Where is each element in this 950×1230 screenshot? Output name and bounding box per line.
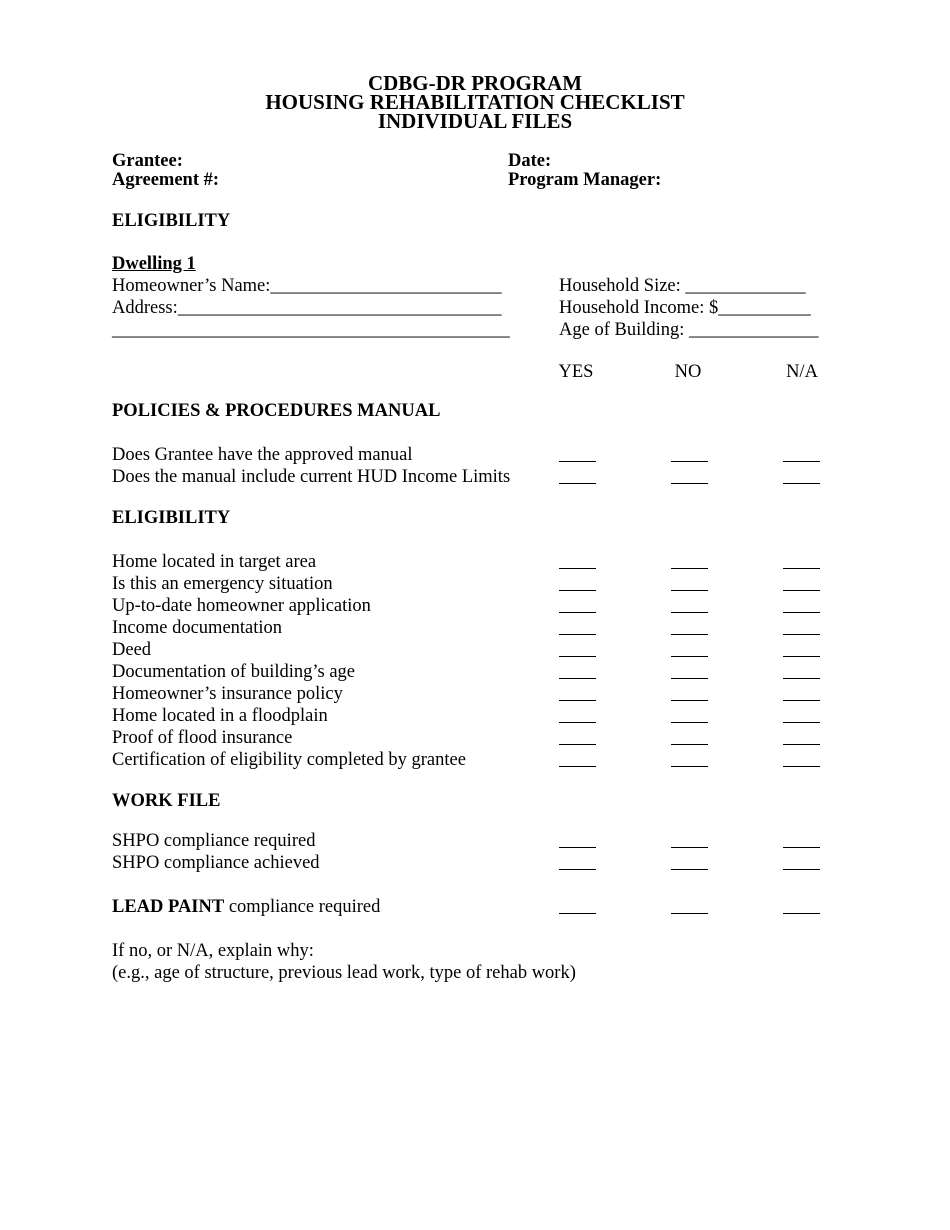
checklist-yes-blank[interactable] bbox=[559, 612, 596, 613]
checklist-yes-blank[interactable] bbox=[559, 656, 596, 657]
checklist-na-blank[interactable] bbox=[783, 722, 820, 723]
column-no: NO bbox=[674, 362, 702, 382]
homeowner-name-field[interactable]: Homeowner’s Name:_________________________ bbox=[112, 276, 502, 296]
eligibility-heading: ELIGIBILITY bbox=[112, 211, 231, 231]
checklist-yes-blank[interactable] bbox=[559, 634, 596, 635]
checklist-no-blank[interactable] bbox=[671, 568, 708, 569]
address-field[interactable]: Address:___________________________________ bbox=[112, 298, 502, 318]
checklist-no-blank[interactable] bbox=[671, 722, 708, 723]
dwelling-heading: Dwelling 1 bbox=[112, 254, 196, 274]
lead-paint-na-blank[interactable] bbox=[783, 913, 820, 914]
explain-line-1: If no, or N/A, explain why: bbox=[112, 941, 314, 961]
checklist-na-blank[interactable] bbox=[783, 744, 820, 745]
building-age-field[interactable]: Age of Building: ______________ bbox=[559, 320, 819, 340]
checklist-yes-blank[interactable] bbox=[559, 744, 596, 745]
checklist-na-blank[interactable] bbox=[783, 656, 820, 657]
checklist-no-blank[interactable] bbox=[671, 847, 708, 848]
checklist-item: Income documentation bbox=[112, 618, 283, 638]
title-line-2: HOUSING REHABILITATION CHECKLIST bbox=[265, 90, 685, 114]
program-manager-label: Program Manager: bbox=[508, 170, 662, 190]
checklist-item: Documentation of building’s age bbox=[112, 662, 356, 682]
lead-paint-item bbox=[112, 896, 380, 918]
checklist-item: Proof of flood insurance bbox=[112, 728, 293, 748]
checklist-yes-blank[interactable] bbox=[559, 722, 596, 723]
checklist-item: Deed bbox=[112, 640, 152, 660]
checklist-yes-blank[interactable] bbox=[559, 700, 596, 701]
checklist-na-blank[interactable] bbox=[783, 869, 820, 870]
checklist-no-blank[interactable] bbox=[671, 700, 708, 701]
lead-paint-bold: LEAD PAINT bbox=[112, 897, 225, 917]
checklist-item: Does the manual include current HUD Income Limits bbox=[112, 467, 511, 487]
lead-paint-yes-blank[interactable] bbox=[559, 913, 596, 914]
section-heading: POLICIES & PROCEDURES MANUAL bbox=[112, 401, 441, 421]
checklist-yes-blank[interactable] bbox=[559, 766, 596, 767]
checklist-item: SHPO compliance required bbox=[112, 831, 316, 851]
household-size-field[interactable]: Household Size: _____________ bbox=[559, 276, 806, 296]
title-line-1: CDBG-DR PROGRAM bbox=[367, 71, 583, 95]
column-yes: YES bbox=[558, 362, 594, 382]
checklist-item: Is this an emergency situation bbox=[112, 574, 333, 594]
checklist-item: Homeowner’s insurance policy bbox=[112, 684, 343, 704]
checklist-no-blank[interactable] bbox=[671, 612, 708, 613]
section-heading: WORK FILE bbox=[112, 791, 221, 811]
checklist-na-blank[interactable] bbox=[783, 766, 820, 767]
address-line-2-field[interactable]: ___________________________________________ bbox=[112, 320, 510, 340]
checklist-item: Home located in target area bbox=[112, 552, 317, 572]
checklist-no-blank[interactable] bbox=[671, 590, 708, 591]
checklist-na-blank[interactable] bbox=[783, 568, 820, 569]
checklist-no-blank[interactable] bbox=[671, 744, 708, 745]
lead-paint-rest: compliance required bbox=[224, 897, 381, 917]
checklist-item: SHPO compliance achieved bbox=[112, 853, 320, 873]
checklist-na-blank[interactable] bbox=[783, 590, 820, 591]
checklist-item: Up-to-date homeowner application bbox=[112, 596, 371, 616]
column-na: N/A bbox=[786, 362, 818, 382]
checklist-na-blank[interactable] bbox=[783, 612, 820, 613]
checklist-na-blank[interactable] bbox=[783, 483, 820, 484]
checklist-no-blank[interactable] bbox=[671, 634, 708, 635]
checklist-na-blank[interactable] bbox=[783, 678, 820, 679]
explain-line-2: (e.g., age of structure, previous lead work, type of rehab work) bbox=[112, 963, 576, 983]
section-heading: ELIGIBILITY bbox=[112, 508, 231, 528]
agreement-label: Agreement #: bbox=[112, 170, 220, 190]
title-line-3: INDIVIDUAL FILES bbox=[377, 109, 573, 133]
grantee-label: Grantee: bbox=[112, 151, 183, 171]
checklist-no-blank[interactable] bbox=[671, 678, 708, 679]
checklist-yes-blank[interactable] bbox=[559, 461, 596, 462]
checklist-yes-blank[interactable] bbox=[559, 678, 596, 679]
checklist-no-blank[interactable] bbox=[671, 483, 708, 484]
checklist-yes-blank[interactable] bbox=[559, 847, 596, 848]
checklist-na-blank[interactable] bbox=[783, 461, 820, 462]
checklist-no-blank[interactable] bbox=[671, 656, 708, 657]
checklist-item: Does Grantee have the approved manual bbox=[112, 445, 413, 465]
checklist-na-blank[interactable] bbox=[783, 634, 820, 635]
checklist-na-blank[interactable] bbox=[783, 700, 820, 701]
checklist-no-blank[interactable] bbox=[671, 869, 708, 870]
checklist-item: Home located in a floodplain bbox=[112, 706, 328, 726]
checklist-yes-blank[interactable] bbox=[559, 869, 596, 870]
lead-paint-no-blank[interactable] bbox=[671, 913, 708, 914]
checklist-yes-blank[interactable] bbox=[559, 483, 596, 484]
checklist-na-blank[interactable] bbox=[783, 847, 820, 848]
checklist-no-blank[interactable] bbox=[671, 461, 708, 462]
checklist-no-blank[interactable] bbox=[671, 766, 708, 767]
checklist-item: Certification of eligibility completed by grantee bbox=[112, 750, 466, 770]
checklist-yes-blank[interactable] bbox=[559, 590, 596, 591]
checklist-yes-blank[interactable] bbox=[559, 568, 596, 569]
date-label: Date: bbox=[508, 151, 552, 171]
household-income-field[interactable]: Household Income: $__________ bbox=[559, 298, 811, 318]
